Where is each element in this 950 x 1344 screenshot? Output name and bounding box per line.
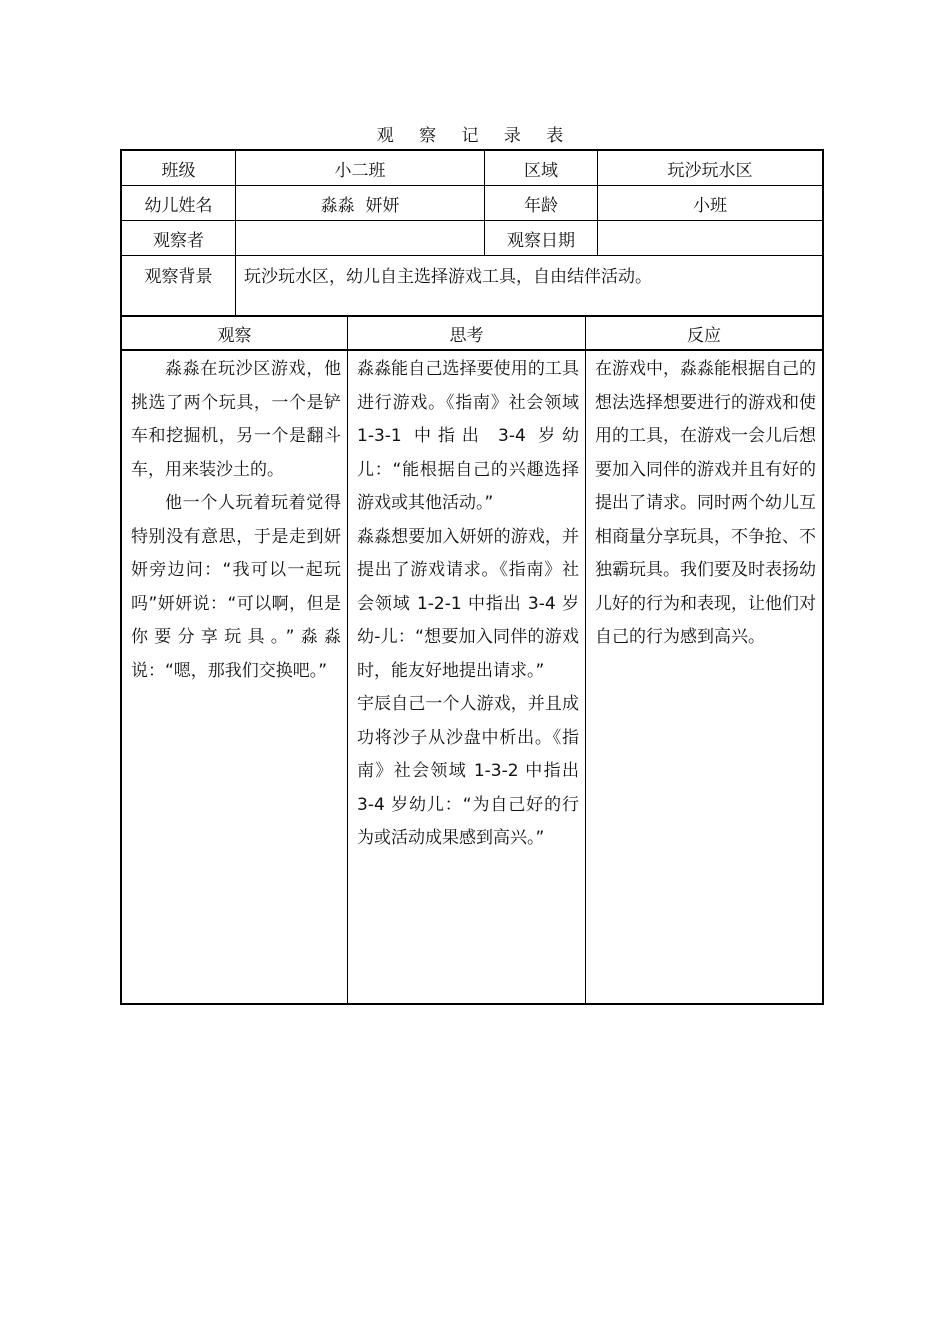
think-paragraph: 淼淼能自己选择要使用的工具进行游戏。《指南》社会领域 1-3-1 中指出 3-4 岁幼儿：“能根据自己的兴趣选择游戏或其他活动。” bbox=[357, 359, 579, 513]
age-label: 年龄 bbox=[524, 195, 558, 216]
think-header: 思考 bbox=[449, 325, 484, 346]
think-column bbox=[348, 351, 585, 856]
class-value: 小二班 bbox=[334, 160, 386, 181]
observation-table bbox=[120, 149, 824, 1005]
page-title: 观 察 记 录 表 bbox=[376, 126, 574, 146]
think-paragraph: 淼淼想要加入妍妍的游戏，并提出了游戏请求。《指南》社会领域 1-2-1 中指出 3-4 岁幼-儿：“想要加入同伴的游戏时，能友好地提出请求。” bbox=[357, 526, 579, 681]
response-paragraph: 在游戏中，淼淼能根据自己的想法选择想要进行的游戏和使用的工具，在游戏一会儿后想要加入同伴的游戏并且有好的提出了请求。同时两个幼儿互相商量分享玩具，不争抢、不独霸玩具。我们要及时表扬幼儿好的行为和表现，让他们对自己的行为感到高兴。 bbox=[595, 359, 816, 647]
think-paragraph: 宇辰自己一个人游戏，并且成功将沙子从沙盘中析出。《指南》社会领域 1-3-2 中指出 3-4 岁幼儿：“为自己好的行为或活动成果感到高兴。” bbox=[357, 694, 579, 848]
response-column bbox=[586, 351, 822, 655]
child-name-label: 幼儿姓名 bbox=[144, 195, 213, 216]
background-value: 玩沙玩水区，幼儿自主选择游戏工具，自由结伴活动。 bbox=[244, 267, 652, 287]
child-name-value: 淼淼 妍妍 bbox=[320, 195, 400, 216]
background-label: 观察背景 bbox=[144, 267, 213, 287]
observe-header: 观察 bbox=[217, 325, 252, 346]
age-value: 小班 bbox=[693, 195, 727, 216]
date-label: 观察日期 bbox=[507, 230, 575, 251]
class-label: 班级 bbox=[161, 160, 196, 181]
observe-paragraph: 他一个人玩着玩着觉得特别没有意思，于是走到妍妍旁边问：“我可以一起玩吗”妍妍说：“可以啊，但是你要分享玩具。”淼淼说：“嗯，那我们交换吧。” bbox=[131, 493, 341, 681]
date-value bbox=[598, 221, 822, 255]
observe-column bbox=[122, 351, 347, 688]
observe-paragraph: 淼淼在玩沙区游戏，他挑选了两个玩具，一个是铲车和挖掘机，另一个是翻斗车，用来装沙土的。 bbox=[131, 359, 341, 480]
area-value: 玩沙玩水区 bbox=[667, 160, 753, 181]
area-label: 区域 bbox=[524, 160, 558, 181]
observer-value bbox=[236, 221, 484, 255]
observer-label: 观察者 bbox=[153, 230, 204, 251]
response-header: 反应 bbox=[687, 325, 721, 346]
row-divider bbox=[122, 255, 822, 256]
